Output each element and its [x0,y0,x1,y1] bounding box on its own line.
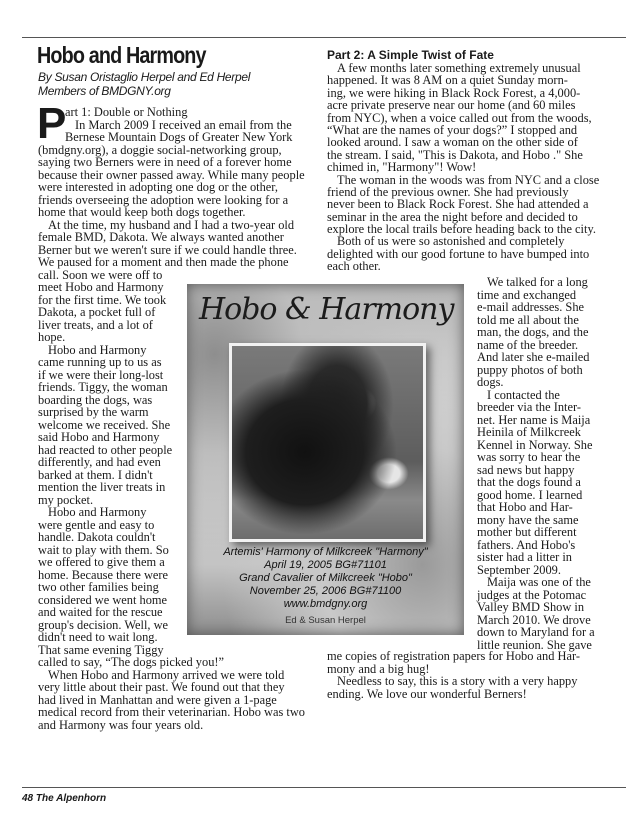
text-line: mention the liver treats in [38,480,166,494]
text-line: my pocket. [38,492,94,507]
text-line: told me all about the [477,312,579,327]
text-line: dogs. [477,375,504,389]
text-line: had reacted to other people [38,442,173,457]
text-line: said Hobo and Harmony [38,430,160,444]
text-line: hope. [38,330,66,344]
text-line: were interested in adopting one dog or the other, [38,180,279,194]
text-line: good home. I learned [477,487,583,502]
text-line: We paused for a moment and then made the phone [38,255,289,269]
text-line: each other. [327,259,381,274]
photo-credit: Ed & Susan Herpel [285,615,366,626]
text-line: sister had a litter in [477,550,572,564]
text-line: e-mail addresses. She [477,300,585,314]
caption-line: April 19, 2005 BG#71101 [264,559,387,571]
text-line: friends. Tiggy, the woman [38,380,168,394]
text-line: ing, we were hiking in Black Rock Forest, a 4,000- [327,85,581,100]
text-line: because their owner passed away. While many people [38,167,305,182]
text-line: group's decision. Well, we [38,617,169,632]
caption-line: Grand Cavalier of Milkcreek "Hobo" [239,572,412,584]
text-line: sad news but happy [477,462,575,477]
page-footer [22,793,106,804]
text-line: time and exchanged [477,287,577,302]
text-line: if we were their long-lost [38,367,164,382]
article-title: Hobo and Harmony [37,42,206,68]
text-line: boarding the dogs, was [38,392,153,407]
hobo-and-harmony-photo-card [187,284,464,635]
text-line: September 2009. [477,562,561,577]
text-line: friends overseeing the adoption were looking for a [38,192,289,207]
text-line: handle. Dakota couldn't [38,530,156,544]
dogs-photo [229,343,426,542]
text-line: me copies of registration papers for Hobo and Har- [327,649,580,663]
caption-line: www.bmdgny.org [283,598,368,610]
text-line: mony and a big hug! [327,661,430,676]
text-line: I contacted the [487,387,560,402]
text-line: welcome we received. She [38,417,171,432]
text-line: came running up to us as [38,355,162,369]
text-line: Both of us were so astonished and completely [337,234,565,249]
text-line: saying two Berners were in need of a forever home [38,155,292,169]
text-line: Needless to say, this is a story with a very happy [337,674,578,688]
text-line: breeder via the Inter- [477,400,581,414]
text-line: mony have the same [477,512,579,527]
part2-body [327,62,599,273]
text-line: and waited for the rescue [38,605,163,619]
figure-caption [187,546,464,627]
text-line: liver treats, and a lot of [38,317,153,332]
text-line: acre private preserve near our home (and 60 miles [327,98,576,113]
text-line: explore the local trails before heading back to the city. [327,222,596,237]
text-line: for the first time. We took [38,292,167,307]
figure-script-title: Hobo & Harmony [199,292,454,327]
text-line: little reunion. She gave [477,637,592,652]
text-line: net. Her name is Maija [477,412,591,427]
caption-line: November 25, 2006 BG#71100 [249,585,402,597]
text-line: barked at them. I didn't [38,467,153,482]
text-line: “What are the names of your dogs?” I stopped and [327,122,578,137]
text-line: seminar in the area the night before and decided to [327,209,578,224]
text-line: Hobo and Harmony [48,505,147,519]
text-line: The woman in the woods was from NYC and a close [337,172,600,187]
text-line: Hobo and Harmony [48,342,147,357]
text-line: Kennel in Norway. She [477,437,593,452]
text-line: At the time, my husband and I had a two-year old [48,217,295,232]
text-line: We talked for a long [487,275,588,289]
text-line: medical record from their veterinarian. Hobo was two [38,705,305,719]
text-line: name of the breeder. [477,337,579,352]
part2-ending [327,650,580,700]
drop-cap: P [37,99,67,148]
text-line: chimed in, "Harmony"! Wow! [327,160,477,175]
text-line: differently, and had even [38,455,161,469]
text-line: Maija was one of the [487,575,591,589]
text-line: was sorry to hear the [477,450,581,464]
text-line: March 2010. We drove [477,612,591,627]
text-line: never been to Black Rock Forest. She had attended a [327,197,589,212]
text-line: that Hobo and Har- [477,500,573,514]
text-line: happened. It was 8 AM on a quiet Sunday morn- [327,73,568,88]
text-line: down to Maryland for a [477,625,595,639]
text-line: the stream. I said, "This is Dakota, and Hobo ." She [327,147,583,162]
text-line: considered we went home [38,592,168,607]
text-line: from NYC), when a voice called out from the woods, [327,110,592,125]
text-line: meet Hobo and Harmony [38,280,164,294]
text-line: we offered to give them a [38,555,165,569]
text-line: two other families being [38,580,159,594]
text-line: call. Soon we were off to [38,267,163,282]
byline-authors: By Susan Oristaglio Herpel and Ed Herpel [38,70,251,84]
text-line: puppy photos of both [477,362,583,377]
text-line: (bmdgny.org), a doggie social-networking group, [38,142,282,157]
text-line: fathers. And Hobo's [477,537,576,552]
text-line: Bernese Mountain Dogs of Greater New York [65,130,293,144]
text-line: and Harmony was four years old. [38,717,204,732]
text-line: looked around. I saw a woman on the other side of [327,135,578,150]
text-line: female BMD, Dakota. We always wanted another [38,230,284,244]
part1-opening-lines [65,106,292,144]
text-line: surprised by the warm [38,405,149,419]
text-line: Valley BMD Show in [477,600,585,614]
text-line: Berner but we weren't sure if we could handle three. [38,242,297,257]
text-line: mother but different [477,525,577,539]
text-line: delighted with our good fortune to have bumped into [327,246,590,261]
text-line: In March 2009 I received an email from the [75,117,292,132]
text-line: Dakota, a pocket full of [38,305,156,319]
text-line: art 1: Double or Nothing [65,105,188,119]
text-line: that the dogs found a [477,475,581,489]
text-line: were gentle and easy to [38,517,155,532]
part2-narrow-column [477,276,595,651]
text-line: A few months later something extremely unusual [337,61,581,75]
page-number: 48 [22,793,34,804]
text-line: called to say, “The dogs picked you!” [38,655,225,669]
text-line: had lived in Manhattan and were given a 1-page [38,692,277,707]
top-rule [22,37,626,38]
text-line: ending. We love our wonderful Berners! [327,686,527,701]
text-line: very little about their past. We found out that they [38,680,285,694]
text-line: wait to play with them. So [38,542,169,557]
caption-line: Artemis' Harmony of Milkcreek "Harmony" [223,546,428,558]
text-line: friend of the previous owner. She had previously [327,184,569,199]
text-line: home that would keep both dogs together. [38,205,246,219]
text-line: didn't need to wait long. [38,630,158,644]
text-line: home. Because there were [38,567,169,582]
part2-heading: Part 2: A Simple Twist of Fate [327,48,494,62]
text-line: Heinila of Milkcreek [477,425,581,439]
publication-name: The Alpenhorn [35,793,107,804]
byline-membership: Members of BMDGNY.org [38,84,171,98]
text-line: That same evening Tiggy [38,642,164,657]
bottom-rule [22,787,626,788]
text-line: When Hobo and Harmony arrived we were told [48,667,285,682]
text-line: And later she e-mailed [477,350,590,364]
text-line: man, the dogs, and the [477,325,589,339]
text-line: judges at the Potomac [477,587,587,602]
